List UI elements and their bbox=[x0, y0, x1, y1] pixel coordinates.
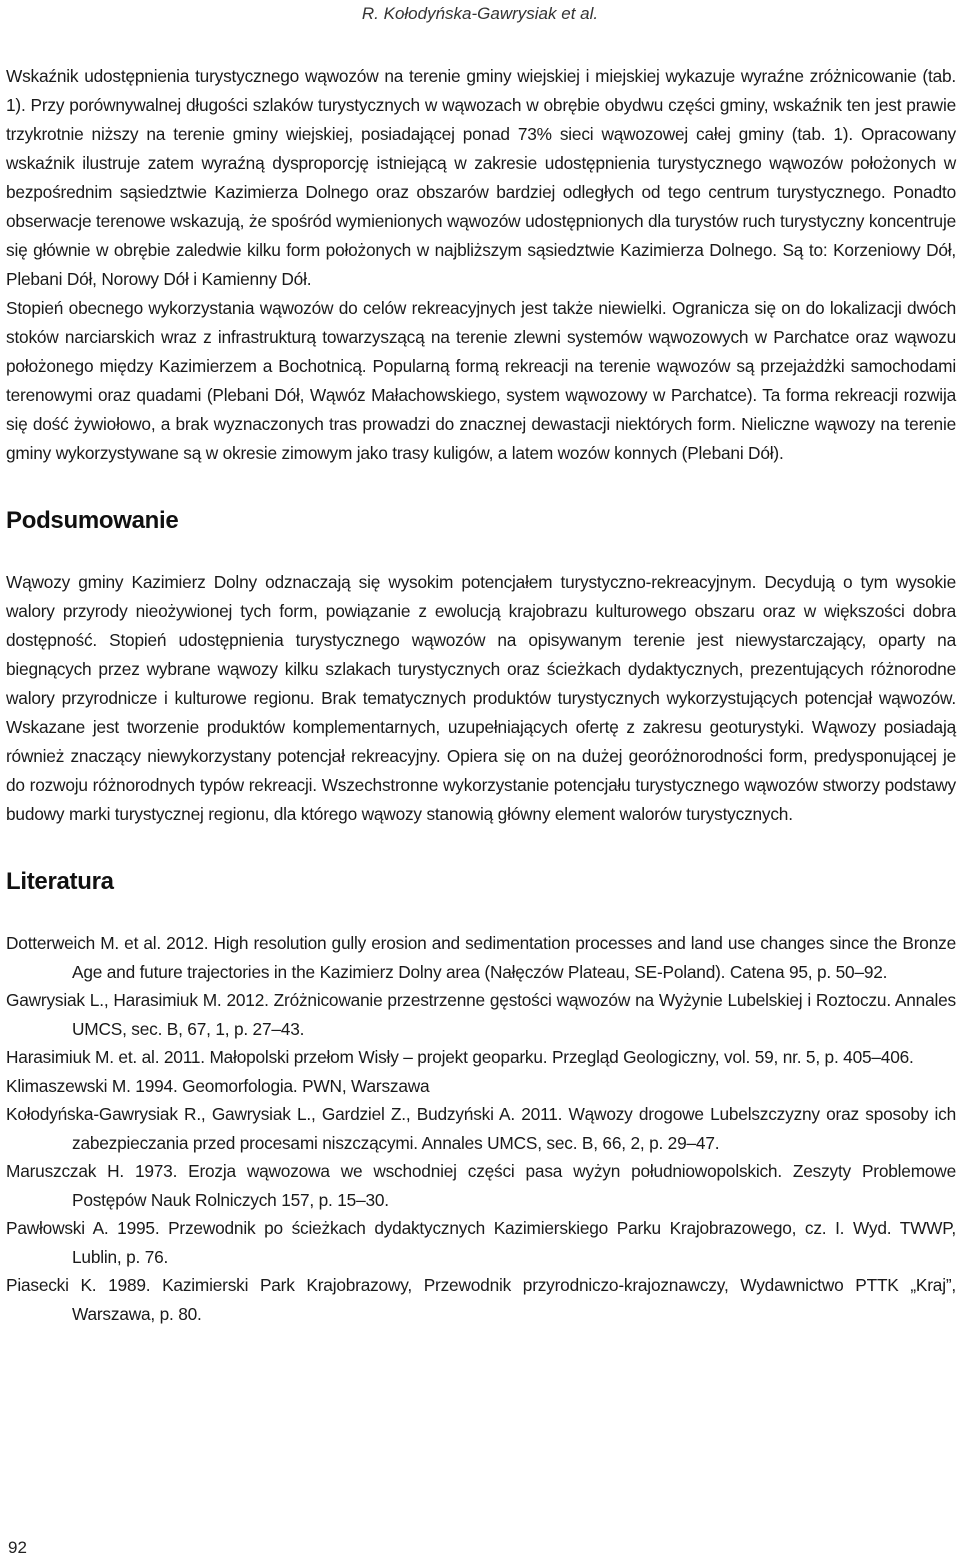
body-paragraph-1: Wskaźnik udostępnienia turystycznego wąwozów na terenie gminy wiejskiej i miejskiej wykazuje wyraźne zróżnicowanie (tab. 1). Przy porównywalnej długości szlaków turystycznych w wąwozach w obrębie obydwu części gminy, wskaźnik ten jest prawie trzykrotnie niższy na terenie gminy wiejskiej, posiadającej ponad 73% sieci wąwozowej całej gminy (tab. 1). Opracowany wskaźnik ilustruje zatem wyraźną dysproporcję istniejącą w zakresie udostępnienia turystycznego wąwozów położonych w bezpośrednim sąsiedztwie Kazimierza Dolnego oraz obszarów bardziej odległych od tego centrum turystycznego. Ponadto obserwacje terenowe wskazują, że spośród wymienionych wąwozów udostępnionych dla turystów ruch turystyczny koncentruje się głównie w obrębie zaledwie kilku form położonych w najbliższym sąsiedztwie Kazimierza Dolnego. Są to: Korzeniowy Dół, Plebani Dół, Norowy Dół i Kamienny Dół. bbox=[6, 66, 956, 289]
body-paragraph-2: Stopień obecnego wykorzystania wąwozów do celów rekreacyjnych jest także niewielki. Ogranicza się on do lokalizacji dwóch stoków narciarskich wraz z infrastrukturą towarzyszącą na terenie zlewni systemów wąwozowych w Parchatce oraz wąwozu położonego między Kazimierzem a Bochotnicą. Popularną formą rekreacji na terenie wąwozów są przejażdżki samochodami terenowymi oraz quadami (Plebani Dół, Wąwóz Małachowskiego, system wąwozowy w Parchatce). Ta forma rekreacji rozwija się dość żywiołowo, a brak wyznaczonych tras prowadzi do znacznej dewastacji niektórych form. Nieliczne wąwozy na terenie gminy wykorzystywane są w okresie zimowym jako trasy kuligów, a latem wozów konnych (Plebani Dół). bbox=[6, 298, 956, 463]
article-body bbox=[6, 62, 956, 1328]
reference-item: Dotterweich M. et al. 2012. High resolution gully erosion and sedimentation processes and land use changes since the Bronze Age and future trajectories in the Kazimierz Dolny area (Nałęczów Plateau, SE-Poland). Catena 95, p. 50‒92. bbox=[6, 933, 956, 982]
summary-heading: Podsumowanie bbox=[6, 507, 179, 534]
reference-item: Klimaszewski M. 1994. Geomorfologia. PWN, Warszawa bbox=[6, 1075, 430, 1096]
reference-item: Maruszczak H. 1973. Erozja wąwozowa we wschodniej części pasa wyżyn południowopolskich. Zeszyty Problemowe Postępów Nauk Rolniczych 157, p. 15‒30. bbox=[6, 1161, 956, 1210]
literature-heading: Literatura bbox=[6, 868, 114, 895]
reference-item: Gawrysiak L., Harasimiuk M. 2012. Zróżnicowanie przestrzenne gęstości wąwozów na Wyżynie Lubelskiej i Roztoczu. Annales UMCS, sec. B, 67, 1, p. 27‒43. bbox=[6, 990, 956, 1039]
reference-item: Piasecki K. 1989. Kazimierski Park Krajobrazowy, Przewodnik przyrodniczo-krajoznawczy, Wydawnictwo PTTK „Kraj”, Warszawa, p. 80. bbox=[6, 1275, 956, 1324]
reference-list bbox=[6, 929, 956, 1328]
running-header: R. Kołodyńska-Gawrysiak et al. bbox=[361, 4, 599, 23]
summary-paragraph: Wąwozy gminy Kazimierz Dolny odznaczają się wysokim potencjałem turystyczno-rekreacyjnym. Decydują o tym wysokie walory przyrody nieożywionej tych form, powiązanie z ewolucją krajobrazu kulturowego obszaru oraz w większości dobra dostępność. Stopień udostępnienia turystycznego wąwozów na opisywanym terenie jest niewystarczający, oparty na biegnących przez wybrane wąwozy kilku szlakach turystycznych oraz ścieżkach dydaktycznych, prezentujących różnorodne walory przyrodnicze i kulturowe regionu. Brak tematycznych produktów turystycznych wykorzystujących potencjał wąwozów. Wskazane jest tworzenie produktów komplementarnych, uzupełniających ofertę z zakresu geoturystyki. Wąwozy posiadają również znaczący niewykorzystany potencjał rekreacyjny. Opiera się on na dużej georóżnorodności form, predysponującej je do rozwoju różnorodnych typów rekreacji. Wszechstronne wykorzystanie potencjału turystycznego wąwozów stworzy podstawy budowy marki turystycznej regionu, dla którego wąwozy stanowią główny element walorów turystycznych. bbox=[6, 572, 956, 824]
reference-item: Pawłowski A. 1995. Przewodnik po ścieżkach dydaktycznych Kazimierskiego Parku Krajobrazowego, cz. I. Wyd. TWWP, Lublin, p. 76. bbox=[6, 1218, 956, 1267]
reference-item: Kołodyńska-Gawrysiak R., Gawrysiak L., Gardziel Z., Budzyński A. 2011. Wąwozy drogowe Lubelszczyzny oraz sposoby ich zabezpieczania przed procesami niszczącymi. Annales UMCS, sec. B, 66, 2, p. 29‒47. bbox=[6, 1104, 956, 1153]
page-number: 92 bbox=[8, 1538, 27, 1557]
reference-item: Harasimiuk M. et. al. 2011. Małopolski przełom Wisły – projekt geoparku. Przegląd Geologiczny, vol. 59, nr. 5, p. 405‒406. bbox=[6, 1047, 914, 1067]
